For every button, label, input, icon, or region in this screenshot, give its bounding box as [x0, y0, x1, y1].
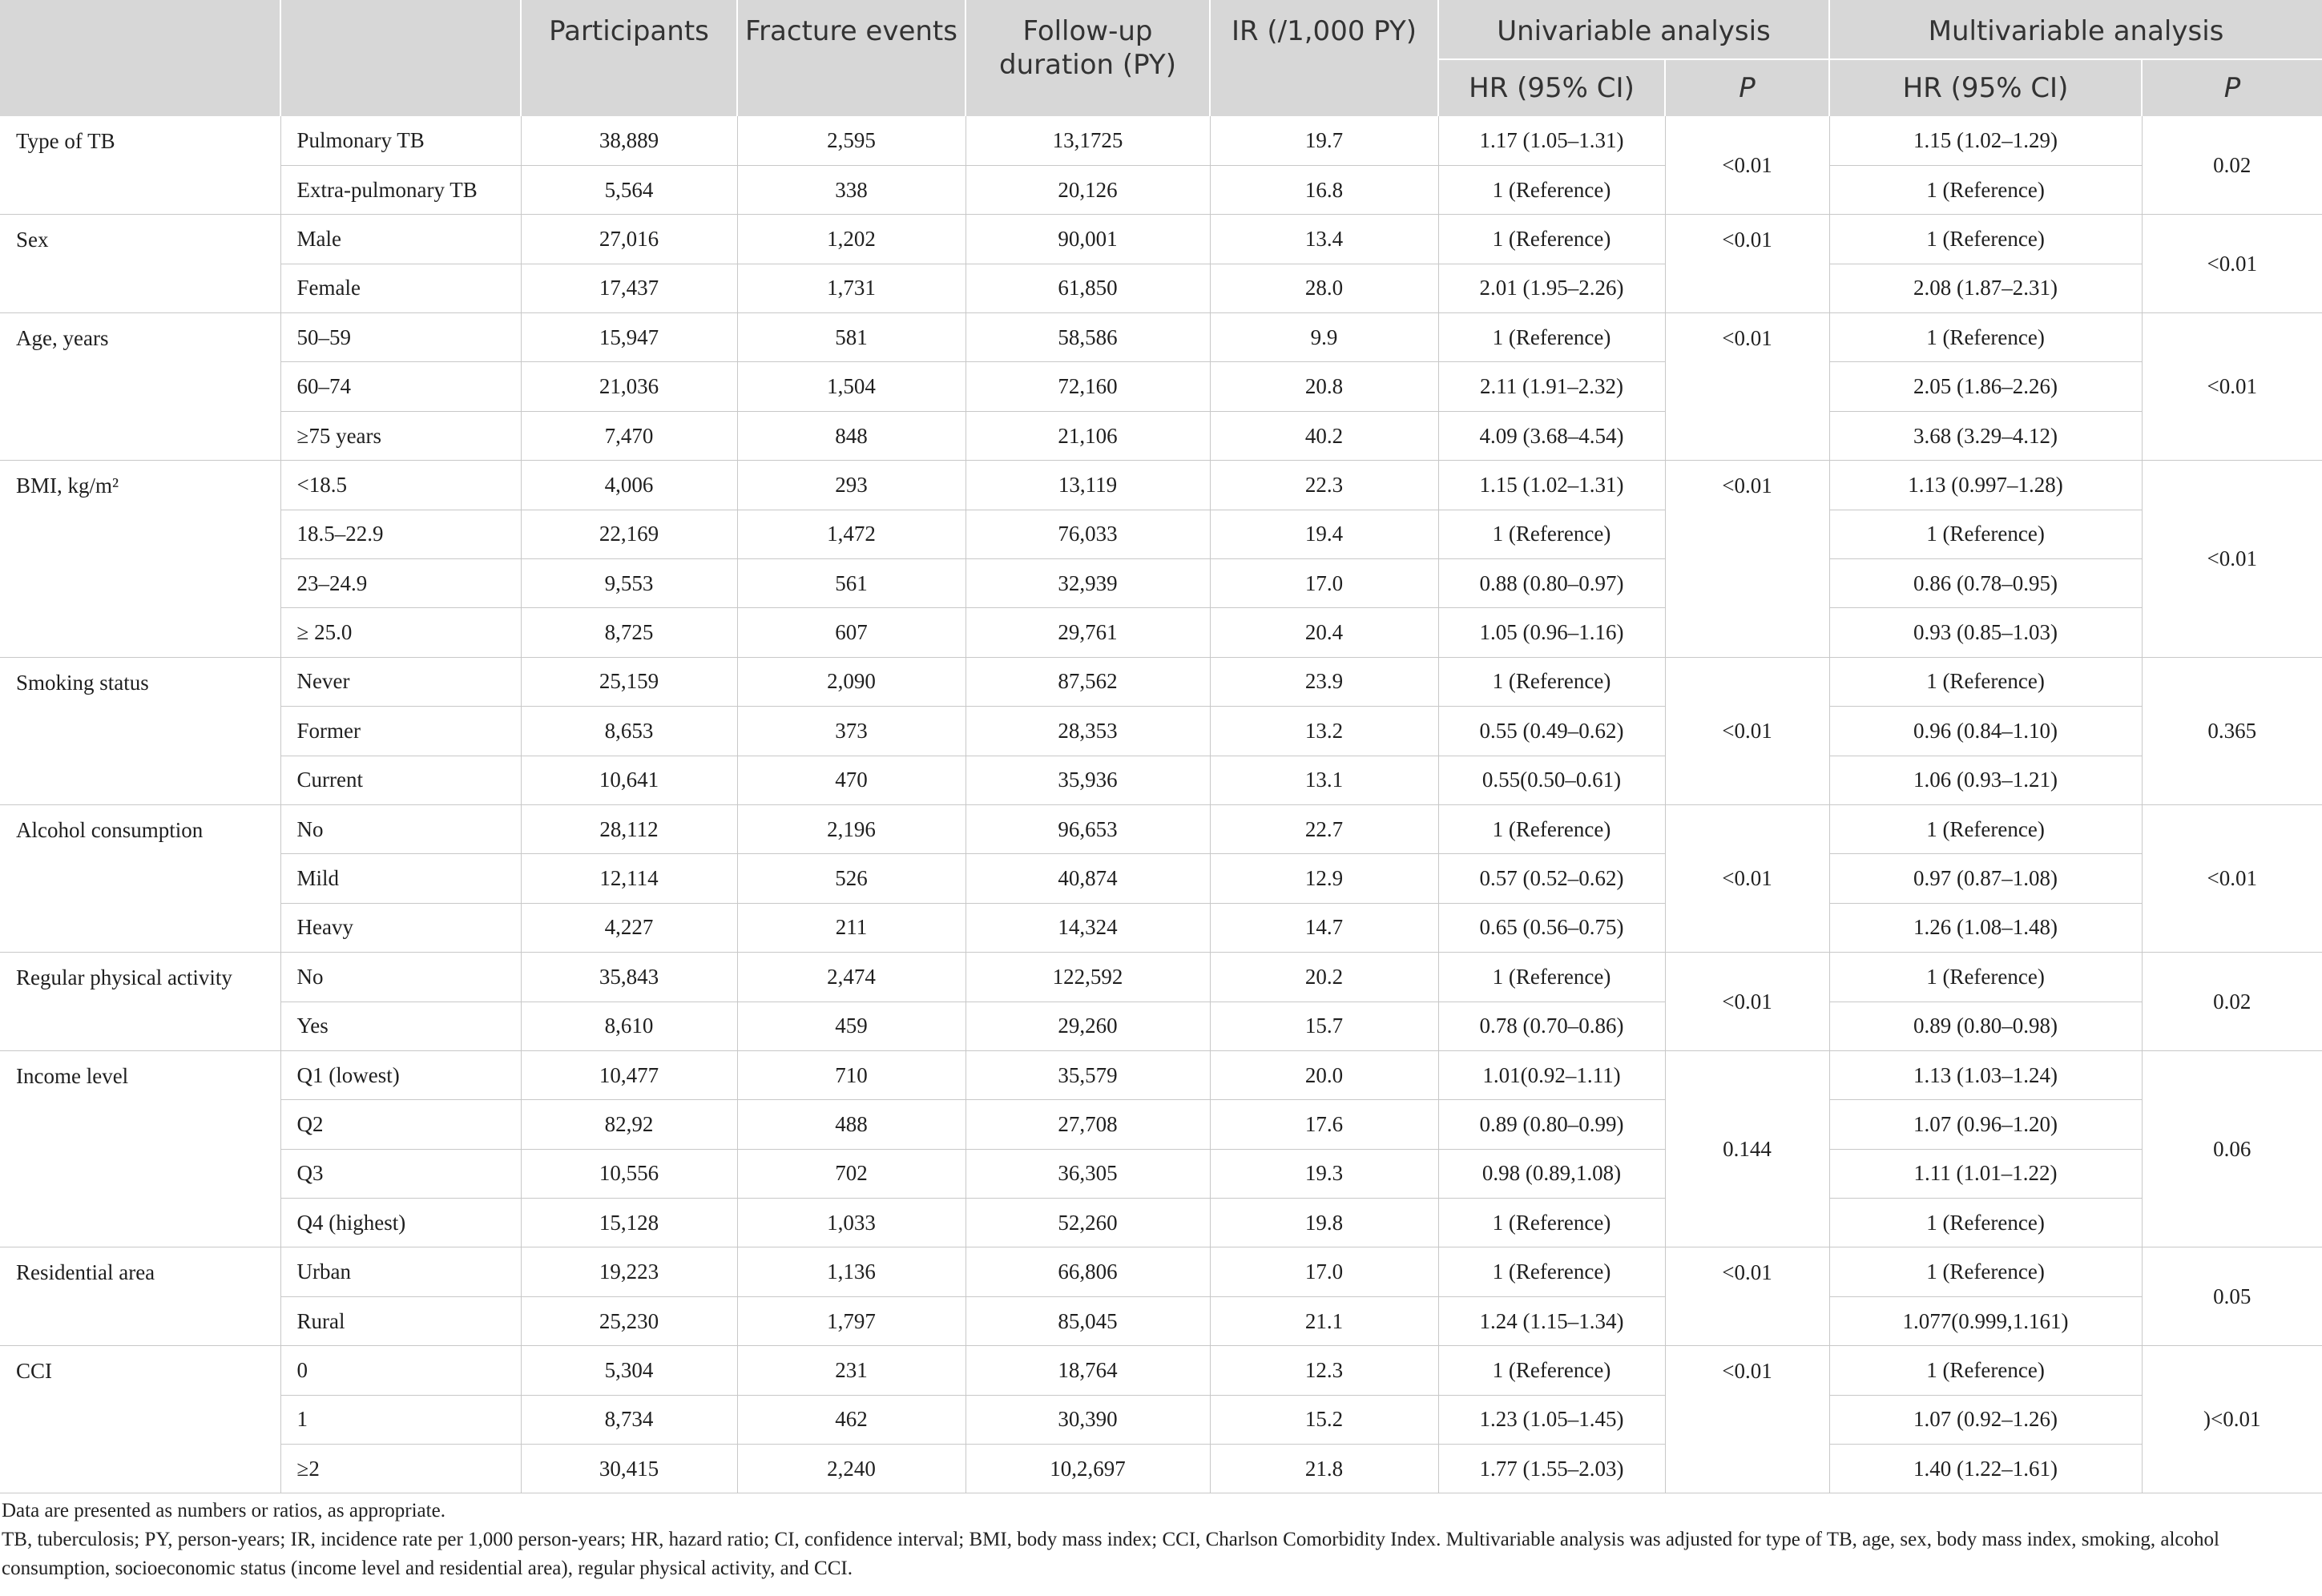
- hr-multivariable-cell: 1.077(0.999,1.161): [1829, 1296, 2142, 1345]
- table-row: [0, 1199, 2322, 1247]
- hr-multivariable-cell: 0.86 (0.78–0.95): [1829, 559, 2142, 608]
- participants-cell: 8,734: [521, 1395, 737, 1444]
- incidence-rate-cell: 14.7: [1210, 903, 1438, 952]
- hr-multivariable-cell: 1.26 (1.08–1.48): [1829, 903, 2142, 952]
- header-ir: IR (/1,000 PY): [1210, 0, 1438, 116]
- participants-cell: 7,470: [521, 411, 737, 460]
- fracture-events-cell: 710: [737, 1050, 965, 1099]
- hr-univariable-cell: 1.01(0.92–1.11): [1438, 1050, 1665, 1099]
- hr-univariable-cell: 1 (Reference): [1438, 313, 1665, 362]
- incidence-rate-cell: 28.0: [1210, 264, 1438, 312]
- hr-univariable-cell: 0.57 (0.52–0.62): [1438, 854, 1665, 903]
- follow-up-cell: 10,2,697: [965, 1445, 1210, 1493]
- footnote-2: TB, tuberculosis; PY, person-years; IR, incidence rate per 1,000 person-years; HR, hazard ratio; CI, confidence interval; BMI, body mass index; CCI, Charlson Comorbidity Index. Multivariable analysis was adjusted for type of TB, age, sex, body mass index, smoking, alcohol consumption, socioeconomic status (income level and residential area), regular physical activity, and CCI.: [2, 1529, 2219, 1579]
- footnote-1: Data are presented as numbers or ratios, as appropriate.: [2, 1500, 445, 1521]
- p-multivariable-cell: 0.05: [2142, 1247, 2322, 1346]
- follow-up-cell: 40,874: [965, 854, 1210, 903]
- subgroup-label: Female: [280, 264, 521, 312]
- category-label: Type of TB: [0, 116, 280, 215]
- subgroup-label: Never: [280, 657, 521, 706]
- incidence-rate-cell: 16.8: [1210, 165, 1438, 214]
- table-row: [0, 116, 2322, 165]
- p-univariable-cell: <0.01: [1665, 804, 1829, 952]
- follow-up-cell: 66,806: [965, 1247, 1210, 1296]
- category-label: Alcohol consumption: [0, 804, 280, 952]
- fracture-events-cell: 848: [737, 411, 965, 460]
- table-row: [0, 608, 2322, 657]
- incidence-rate-cell: 19.7: [1210, 116, 1438, 165]
- table-row: [0, 1247, 2322, 1296]
- hr-multivariable-cell: 1.11 (1.01–1.22): [1829, 1149, 2142, 1198]
- hr-multivariable-cell: 1 (Reference): [1829, 657, 2142, 706]
- category-label: Age, years: [0, 313, 280, 461]
- hr-univariable-cell: 1.05 (0.96–1.16): [1438, 608, 1665, 657]
- incidence-rate-cell: 20.4: [1210, 608, 1438, 657]
- incidence-rate-cell: 21.8: [1210, 1445, 1438, 1493]
- fracture-events-cell: 488: [737, 1100, 965, 1149]
- hr-univariable-cell: 0.88 (0.80–0.97): [1438, 559, 1665, 608]
- category-label: Residential area: [0, 1247, 280, 1346]
- table-row: [0, 264, 2322, 312]
- fracture-events-cell: 2,595: [737, 116, 965, 165]
- hr-univariable-cell: 1 (Reference): [1438, 804, 1665, 853]
- hr-multivariable-cell: 1.07 (0.96–1.20): [1829, 1100, 2142, 1149]
- incidence-rate-cell: 22.3: [1210, 461, 1438, 510]
- fracture-events-cell: 1,033: [737, 1199, 965, 1247]
- hr-univariable-cell: 1 (Reference): [1438, 510, 1665, 558]
- follow-up-cell: 27,708: [965, 1100, 1210, 1149]
- table-row: [0, 559, 2322, 608]
- header-p-univariable: P: [1665, 59, 1829, 116]
- incidence-rate-cell: 20.2: [1210, 953, 1438, 1002]
- incidence-rate-cell: 13.2: [1210, 707, 1438, 756]
- p-multivariable-cell: )<0.01: [2142, 1346, 2322, 1493]
- hr-multivariable-cell: 1 (Reference): [1829, 215, 2142, 264]
- subgroup-label: Male: [280, 215, 521, 264]
- participants-cell: 10,477: [521, 1050, 737, 1099]
- incidence-rate-cell: 12.3: [1210, 1346, 1438, 1395]
- participants-cell: 8,725: [521, 608, 737, 657]
- follow-up-cell: 72,160: [965, 362, 1210, 411]
- hr-multivariable-cell: 1.07 (0.92–1.26): [1829, 1395, 2142, 1444]
- subgroup-label: Mild: [280, 854, 521, 903]
- incidence-rate-cell: 17.0: [1210, 1247, 1438, 1296]
- subgroup-label: ≥ 25.0: [280, 608, 521, 657]
- hr-multivariable-cell: 1 (Reference): [1829, 165, 2142, 214]
- hr-univariable-cell: 0.89 (0.80–0.99): [1438, 1100, 1665, 1149]
- p-multivariable-cell: 0.02: [2142, 953, 2322, 1051]
- hr-multivariable-cell: 1.15 (1.02–1.29): [1829, 116, 2142, 165]
- table-row: [0, 1100, 2322, 1149]
- participants-cell: 15,128: [521, 1199, 737, 1247]
- hr-univariable-cell: 1.23 (1.05–1.45): [1438, 1395, 1665, 1444]
- hr-univariable-cell: 0.78 (0.70–0.86): [1438, 1002, 1665, 1050]
- p-multivariable-cell: 0.02: [2142, 116, 2322, 215]
- subgroup-label: Rural: [280, 1296, 521, 1345]
- follow-up-cell: 29,260: [965, 1002, 1210, 1050]
- fracture-events-cell: 373: [737, 707, 965, 756]
- hr-univariable-cell: 1.24 (1.15–1.34): [1438, 1296, 1665, 1345]
- hr-univariable-cell: 0.55 (0.49–0.62): [1438, 707, 1665, 756]
- participants-cell: 25,230: [521, 1296, 737, 1345]
- participants-cell: 15,947: [521, 313, 737, 362]
- hr-univariable-cell: 0.98 (0.89,1.08): [1438, 1149, 1665, 1198]
- fracture-events-cell: 702: [737, 1149, 965, 1198]
- table-header: [0, 0, 2322, 116]
- subgroup-label: 1: [280, 1395, 521, 1444]
- follow-up-cell: 21,106: [965, 411, 1210, 460]
- participants-cell: 27,016: [521, 215, 737, 264]
- subgroup-label: 18.5–22.9: [280, 510, 521, 558]
- subgroup-label: Current: [280, 756, 521, 804]
- header-participants: Participants: [521, 0, 737, 116]
- participants-cell: 4,227: [521, 903, 737, 952]
- fracture-events-cell: 1,731: [737, 264, 965, 312]
- table-row: [0, 362, 2322, 411]
- participants-cell: 82,92: [521, 1100, 737, 1149]
- hr-multivariable-cell: 2.05 (1.86–2.26): [1829, 362, 2142, 411]
- participants-cell: 9,553: [521, 559, 737, 608]
- p-univariable-cell: <0.01: [1665, 461, 1829, 658]
- subgroup-label: 0: [280, 1346, 521, 1395]
- p-univariable-cell: <0.01: [1665, 116, 1829, 215]
- incidence-rate-cell: 17.6: [1210, 1100, 1438, 1149]
- follow-up-cell: 20,126: [965, 165, 1210, 214]
- category-label: Smoking status: [0, 657, 280, 804]
- hr-univariable-cell: 1.77 (1.55–2.03): [1438, 1445, 1665, 1493]
- fracture-events-cell: 462: [737, 1395, 965, 1444]
- fracture-events-cell: 293: [737, 461, 965, 510]
- table-row: [0, 411, 2322, 460]
- follow-up-cell: 87,562: [965, 657, 1210, 706]
- hr-univariable-cell: 1 (Reference): [1438, 1247, 1665, 1296]
- p-univariable-cell: <0.01: [1665, 657, 1829, 804]
- hr-multivariable-cell: 1 (Reference): [1829, 804, 2142, 853]
- follow-up-cell: 13,119: [965, 461, 1210, 510]
- participants-cell: 30,415: [521, 1445, 737, 1493]
- fracture-events-cell: 2,240: [737, 1445, 965, 1493]
- incidence-rate-cell: 20.0: [1210, 1050, 1438, 1099]
- hr-univariable-cell: 1.17 (1.05–1.31): [1438, 116, 1665, 165]
- category-label: CCI: [0, 1346, 280, 1493]
- incidence-rate-cell: 9.9: [1210, 313, 1438, 362]
- header-follow-up: Follow-up duration (PY): [965, 0, 1210, 116]
- fracture-events-cell: 2,474: [737, 953, 965, 1002]
- subgroup-label: Former: [280, 707, 521, 756]
- header-univariable: Univariable analysis: [1438, 0, 1829, 59]
- incidence-rate-cell: 13.1: [1210, 756, 1438, 804]
- follow-up-cell: 52,260: [965, 1199, 1210, 1247]
- participants-cell: 4,006: [521, 461, 737, 510]
- subgroup-label: ≥2: [280, 1445, 521, 1493]
- subgroup-label: ≥75 years: [280, 411, 521, 460]
- follow-up-cell: 58,586: [965, 313, 1210, 362]
- incidence-rate-cell: 21.1: [1210, 1296, 1438, 1345]
- incidence-rate-cell: 15.2: [1210, 1395, 1438, 1444]
- hr-multivariable-cell: 1.13 (0.997–1.28): [1829, 461, 2142, 510]
- subgroup-label: No: [280, 804, 521, 853]
- hr-multivariable-cell: 2.08 (1.87–2.31): [1829, 264, 2142, 312]
- category-label: Sex: [0, 215, 280, 313]
- participants-cell: 10,641: [521, 756, 737, 804]
- incidence-rate-cell: 19.4: [1210, 510, 1438, 558]
- hr-univariable-cell: 2.01 (1.95–2.26): [1438, 264, 1665, 312]
- subgroup-label: Q2: [280, 1100, 521, 1149]
- subgroup-label: Extra-pulmonary TB: [280, 165, 521, 214]
- hr-univariable-cell: 0.65 (0.56–0.75): [1438, 903, 1665, 952]
- table-row: [0, 1050, 2322, 1099]
- p-univariable-cell: 0.144: [1665, 1050, 1829, 1247]
- table-row: [0, 707, 2322, 756]
- participants-cell: 25,159: [521, 657, 737, 706]
- follow-up-cell: 76,033: [965, 510, 1210, 558]
- fracture-events-cell: 1,504: [737, 362, 965, 411]
- hr-multivariable-cell: 1 (Reference): [1829, 1346, 2142, 1395]
- subgroup-label: Q3: [280, 1149, 521, 1198]
- follow-up-cell: 28,353: [965, 707, 1210, 756]
- fracture-events-cell: 459: [737, 1002, 965, 1050]
- fracture-events-cell: 581: [737, 313, 965, 362]
- hr-multivariable-cell: 0.97 (0.87–1.08): [1829, 854, 2142, 903]
- subgroup-label: No: [280, 953, 521, 1002]
- table-body: [0, 116, 2322, 1493]
- fracture-events-cell: 1,472: [737, 510, 965, 558]
- hr-multivariable-cell: 1 (Reference): [1829, 1247, 2142, 1296]
- follow-up-cell: 29,761: [965, 608, 1210, 657]
- p-multivariable-cell: <0.01: [2142, 215, 2322, 313]
- fracture-events-cell: 211: [737, 903, 965, 952]
- hr-multivariable-cell: 1 (Reference): [1829, 953, 2142, 1002]
- hr-multivariable-cell: 1 (Reference): [1829, 1199, 2142, 1247]
- incidence-rate-cell: 13.4: [1210, 215, 1438, 264]
- table-row: [0, 1395, 2322, 1444]
- fracture-events-cell: 1,797: [737, 1296, 965, 1345]
- subgroup-label: 23–24.9: [280, 559, 521, 608]
- header-hr-multivariable: HR (95% CI): [1829, 59, 2142, 116]
- participants-cell: 17,437: [521, 264, 737, 312]
- table-row: [0, 1346, 2322, 1395]
- follow-up-cell: 14,324: [965, 903, 1210, 952]
- fracture-events-cell: 561: [737, 559, 965, 608]
- hr-multivariable-cell: 0.89 (0.80–0.98): [1829, 1002, 2142, 1050]
- fracture-events-cell: 1,136: [737, 1247, 965, 1296]
- hr-univariable-cell: 1 (Reference): [1438, 1346, 1665, 1395]
- incidence-rate-cell: 22.7: [1210, 804, 1438, 853]
- hr-univariable-cell: 2.11 (1.91–2.32): [1438, 362, 1665, 411]
- hr-multivariable-cell: 1.06 (0.93–1.21): [1829, 756, 2142, 804]
- follow-up-cell: 90,001: [965, 215, 1210, 264]
- header-blank-category: [0, 0, 280, 116]
- participants-cell: 8,610: [521, 1002, 737, 1050]
- header-blank-subgroup: [280, 0, 521, 116]
- category-label: Regular physical activity: [0, 953, 280, 1051]
- subgroup-label: 50–59: [280, 313, 521, 362]
- subgroup-label: <18.5: [280, 461, 521, 510]
- hr-univariable-cell: 1 (Reference): [1438, 165, 1665, 214]
- fracture-events-cell: 231: [737, 1346, 965, 1395]
- hr-multivariable-cell: 1 (Reference): [1829, 510, 2142, 558]
- hr-univariable-cell: 1 (Reference): [1438, 1199, 1665, 1247]
- incidence-rate-cell: 12.9: [1210, 854, 1438, 903]
- table-row: [0, 215, 2322, 264]
- incidence-rate-cell: 19.3: [1210, 1149, 1438, 1198]
- table-row: [0, 165, 2322, 214]
- follow-up-cell: 122,592: [965, 953, 1210, 1002]
- fracture-events-cell: 470: [737, 756, 965, 804]
- p-univariable-cell: <0.01: [1665, 215, 1829, 313]
- p-univariable-cell: <0.01: [1665, 953, 1829, 1051]
- subgroup-label: 60–74: [280, 362, 521, 411]
- hr-univariable-cell: 1.15 (1.02–1.31): [1438, 461, 1665, 510]
- table-row: [0, 1296, 2322, 1345]
- participants-cell: 38,889: [521, 116, 737, 165]
- fracture-events-cell: 2,196: [737, 804, 965, 853]
- follow-up-cell: 96,653: [965, 804, 1210, 853]
- participants-cell: 5,304: [521, 1346, 737, 1395]
- hr-multivariable-cell: 1 (Reference): [1829, 313, 2142, 362]
- participants-cell: 28,112: [521, 804, 737, 853]
- p-multivariable-cell: 0.365: [2142, 657, 2322, 804]
- table-row: [0, 461, 2322, 510]
- p-univariable-cell: <0.01: [1665, 1346, 1829, 1493]
- table-row: [0, 953, 2322, 1002]
- incidence-rate-cell: 20.8: [1210, 362, 1438, 411]
- follow-up-cell: 61,850: [965, 264, 1210, 312]
- hr-univariable-cell: 1 (Reference): [1438, 657, 1665, 706]
- participants-cell: 35,843: [521, 953, 737, 1002]
- follow-up-cell: 35,936: [965, 756, 1210, 804]
- participants-cell: 10,556: [521, 1149, 737, 1198]
- p-multivariable-cell: <0.01: [2142, 313, 2322, 461]
- subgroup-label: Pulmonary TB: [280, 116, 521, 165]
- table-row: [0, 510, 2322, 558]
- header-hr-univariable: HR (95% CI): [1438, 59, 1665, 116]
- follow-up-cell: 13,1725: [965, 116, 1210, 165]
- p-multivariable-cell: <0.01: [2142, 804, 2322, 952]
- p-multivariable-cell: 0.06: [2142, 1050, 2322, 1247]
- follow-up-cell: 18,764: [965, 1346, 1210, 1395]
- hr-multivariable-cell: 0.96 (0.84–1.10): [1829, 707, 2142, 756]
- header-multivariable: Multivariable analysis: [1829, 0, 2322, 59]
- header-fracture-events: Fracture events: [737, 0, 965, 116]
- subgroup-label: Yes: [280, 1002, 521, 1050]
- table-row: [0, 1149, 2322, 1198]
- incidence-rate-cell: 40.2: [1210, 411, 1438, 460]
- category-label: Income level: [0, 1050, 280, 1247]
- hr-multivariable-cell: 1.40 (1.22–1.61): [1829, 1445, 2142, 1493]
- p-univariable-cell: <0.01: [1665, 313, 1829, 461]
- incidence-rate-cell: 15.7: [1210, 1002, 1438, 1050]
- participants-cell: 19,223: [521, 1247, 737, 1296]
- category-label: BMI, kg/m²: [0, 461, 280, 658]
- follow-up-cell: 32,939: [965, 559, 1210, 608]
- follow-up-cell: 36,305: [965, 1149, 1210, 1198]
- participants-cell: 5,564: [521, 165, 737, 214]
- hr-multivariable-cell: 3.68 (3.29–4.12): [1829, 411, 2142, 460]
- fracture-events-cell: 2,090: [737, 657, 965, 706]
- participants-cell: 21,036: [521, 362, 737, 411]
- p-univariable-cell: <0.01: [1665, 1247, 1829, 1346]
- fracture-events-cell: 1,202: [737, 215, 965, 264]
- table-row: [0, 903, 2322, 952]
- header-p-multivariable: P: [2142, 59, 2322, 116]
- table-row: [0, 313, 2322, 362]
- participants-cell: 8,653: [521, 707, 737, 756]
- subgroup-label: Heavy: [280, 903, 521, 952]
- hr-multivariable-cell: 0.93 (0.85–1.03): [1829, 608, 2142, 657]
- participants-cell: 22,169: [521, 510, 737, 558]
- hr-univariable-cell: 1 (Reference): [1438, 953, 1665, 1002]
- incidence-rate-cell: 19.8: [1210, 1199, 1438, 1247]
- table-footnotes: [0, 1497, 2322, 1583]
- fracture-events-cell: 338: [737, 165, 965, 214]
- incidence-rate-cell: 17.0: [1210, 559, 1438, 608]
- table-row: [0, 804, 2322, 853]
- table-row: [0, 657, 2322, 706]
- table-row: [0, 1445, 2322, 1493]
- subgroup-label: Urban: [280, 1247, 521, 1296]
- participants-cell: 12,114: [521, 854, 737, 903]
- hr-univariable-cell: 1 (Reference): [1438, 215, 1665, 264]
- follow-up-cell: 35,579: [965, 1050, 1210, 1099]
- table-row: [0, 1002, 2322, 1050]
- subgroup-label: Q4 (highest): [280, 1199, 521, 1247]
- hr-univariable-cell: 0.55(0.50–0.61): [1438, 756, 1665, 804]
- follow-up-cell: 85,045: [965, 1296, 1210, 1345]
- hr-univariable-cell: 4.09 (3.68–4.54): [1438, 411, 1665, 460]
- subgroup-label: Q1 (lowest): [280, 1050, 521, 1099]
- p-multivariable-cell: <0.01: [2142, 461, 2322, 658]
- incidence-rate-cell: 23.9: [1210, 657, 1438, 706]
- fracture-events-cell: 607: [737, 608, 965, 657]
- fracture-events-cell: 526: [737, 854, 965, 903]
- hr-multivariable-cell: 1.13 (1.03–1.24): [1829, 1050, 2142, 1099]
- follow-up-cell: 30,390: [965, 1395, 1210, 1444]
- table-row: [0, 854, 2322, 903]
- table-row: [0, 756, 2322, 804]
